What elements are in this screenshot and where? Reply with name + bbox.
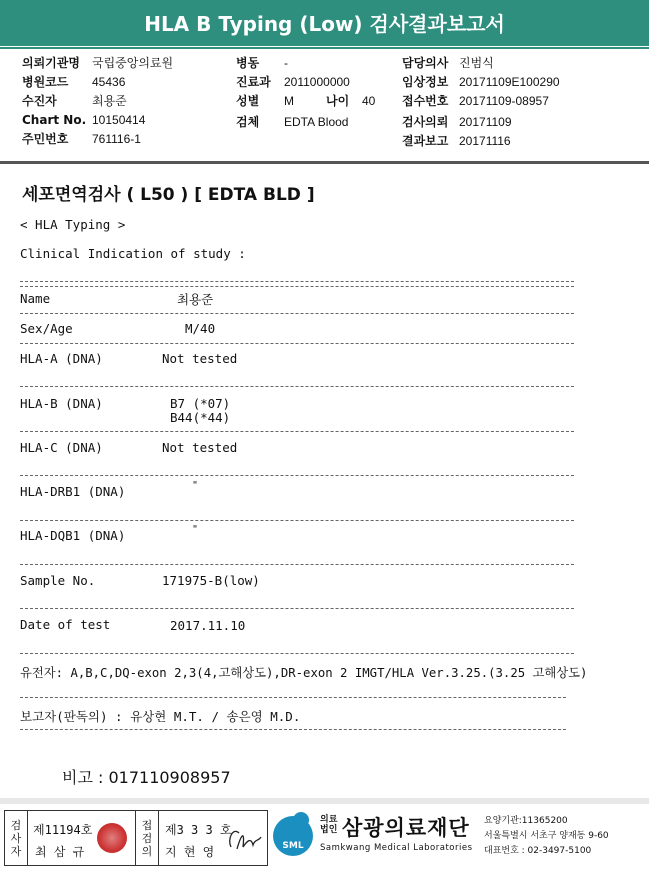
- row-value-hla-b-2: B44(*44): [170, 410, 231, 425]
- sml-logo-icon: SML: [273, 816, 313, 856]
- row-label-sample-no: Sample No.: [20, 573, 96, 588]
- divider: [20, 729, 566, 730]
- row-value-sample-no: 171975-B(low): [162, 573, 260, 588]
- remark: 비고 : 017110908957: [62, 768, 231, 787]
- divider: [20, 697, 566, 698]
- label-char: 검: [10, 818, 22, 832]
- divider: [20, 286, 574, 287]
- contact-line: 요양기관:11365200: [484, 816, 568, 826]
- info-value: 국립중앙의료원: [92, 56, 174, 70]
- contact-line: 대표번호 : 02-3497-5100: [484, 846, 592, 856]
- label-char: 자: [10, 844, 22, 858]
- divider: [20, 386, 574, 387]
- label-char: 접: [141, 818, 153, 832]
- label-char: 의: [141, 844, 153, 858]
- row-value-hla-a: Not tested: [162, 351, 238, 366]
- clinical-indication: Clinical Indication of study :: [20, 246, 246, 261]
- info-label: 병원코드: [22, 75, 69, 89]
- info-value: 45436: [92, 75, 126, 89]
- reviewer-name: 지 현 영: [165, 845, 215, 859]
- report-subheading: < HLA Typing >: [20, 217, 126, 232]
- info-label: 담당의사: [402, 56, 449, 70]
- info-label: 의뢰기관명: [22, 56, 80, 70]
- age-label: 나이: [326, 94, 350, 108]
- gene-description: 유전자: A,B,C,DQ-exon 2,3(4,고해상도),DR-exon 2 IMGT/HLA Ver.3.25.(3.25 고해상도): [20, 666, 588, 680]
- divider: [20, 520, 574, 521]
- info-label: 성별: [236, 94, 260, 108]
- info-label: 접수번호: [402, 94, 449, 108]
- info-label: Chart No.: [22, 113, 87, 127]
- corporation-label: [320, 815, 337, 835]
- info-label: 검사의뢰: [402, 115, 449, 129]
- info-value: 761116-1: [92, 132, 141, 146]
- divider: [20, 281, 574, 282]
- contact-info: [484, 814, 609, 859]
- row-label-hla-b: HLA-B (DNA): [20, 396, 103, 411]
- row-value-name: 최용준: [177, 292, 214, 307]
- row-label-hla-drb1: HLA-DRB1 (DNA): [20, 484, 126, 499]
- divider: [20, 313, 574, 314]
- corp-line: 의료: [320, 815, 338, 825]
- section-title: 세포면역검사 ( L50 ) [ EDTA BLD ]: [22, 185, 315, 205]
- seal-stamp-icon: [97, 823, 127, 853]
- info-label: 주민번호: [22, 132, 69, 146]
- divider: [20, 343, 574, 344]
- inspector-name: 최 삼 규: [35, 845, 85, 859]
- info-label: 임상정보: [402, 75, 449, 89]
- row-label-hla-a: HLA-A (DNA): [20, 351, 103, 366]
- row-label-hla-c: HLA-C (DNA): [20, 440, 103, 455]
- info-value: 20171109E100290: [459, 75, 560, 89]
- row-value-hla-dqb1: ": [192, 524, 199, 535]
- info-value: M: [284, 94, 294, 108]
- corp-line: 법인: [320, 825, 338, 835]
- info-label: 수진자: [22, 94, 57, 108]
- row-value-sex-age: M/40: [185, 321, 216, 336]
- info-value: 20171109: [459, 115, 512, 129]
- row-value-hla-b-1: B7 (*07): [170, 396, 231, 411]
- info-separator: [0, 161, 649, 164]
- footer-separator: [0, 798, 649, 804]
- reviewer-id: 제3 3 3 호: [165, 823, 232, 837]
- row-label-sex-age: Sex/Age: [20, 321, 73, 336]
- info-value: EDTA Blood: [284, 115, 349, 129]
- row-value-date-of-test: 2017.11.10: [170, 618, 246, 633]
- row-value-hla-drb1: ": [192, 480, 199, 491]
- row-label-hla-dqb1: HLA-DQB1 (DNA): [20, 528, 126, 543]
- divider: [20, 653, 574, 654]
- info-label: 병동: [236, 56, 260, 70]
- divider: [20, 608, 574, 609]
- inspector-id: 제11194호: [33, 823, 93, 837]
- info-value: 20171109-08957: [459, 94, 549, 108]
- signature-box: [4, 810, 268, 866]
- row-value-hla-c: Not tested: [162, 440, 238, 455]
- info-value: -: [284, 56, 288, 70]
- brand-name-en: Samkwang Medical Laboratories: [320, 843, 473, 853]
- patient-info-col3: [402, 54, 560, 151]
- reporter: 보고자(판독의) : 유상현 M.T. / 송은영 M.D.: [20, 709, 301, 724]
- info-label: 검체: [236, 115, 260, 129]
- row-label-date-of-test: Date of test: [20, 617, 111, 632]
- info-label: 결과보고: [402, 134, 449, 148]
- divider: [20, 431, 574, 432]
- label-char: 검: [141, 831, 153, 845]
- logo-drop-icon: [293, 812, 309, 828]
- report-title: HLA B Typing (Low) 검사결과보고서: [0, 0, 649, 46]
- brand-name: 삼광의료재단: [342, 816, 470, 840]
- reviewer-label: [135, 811, 159, 865]
- inspector-label: [5, 811, 28, 865]
- row-label-name: Name: [20, 291, 51, 306]
- divider: [20, 564, 574, 565]
- info-value: 20171116: [459, 134, 511, 148]
- info-value: 최용준: [92, 94, 127, 108]
- info-label: 진료과: [236, 75, 271, 89]
- contact-line: 서울특별시 서초구 양재동 9-60: [484, 831, 609, 841]
- info-value: 2011000000: [284, 75, 350, 89]
- info-value: 진범식: [459, 56, 494, 70]
- signature-icon: [223, 819, 263, 857]
- divider: [20, 475, 574, 476]
- age-value: 40: [362, 94, 376, 108]
- patient-info-col1: [22, 54, 173, 149]
- info-value: 10150414: [92, 113, 146, 127]
- label-char: 사: [10, 831, 22, 845]
